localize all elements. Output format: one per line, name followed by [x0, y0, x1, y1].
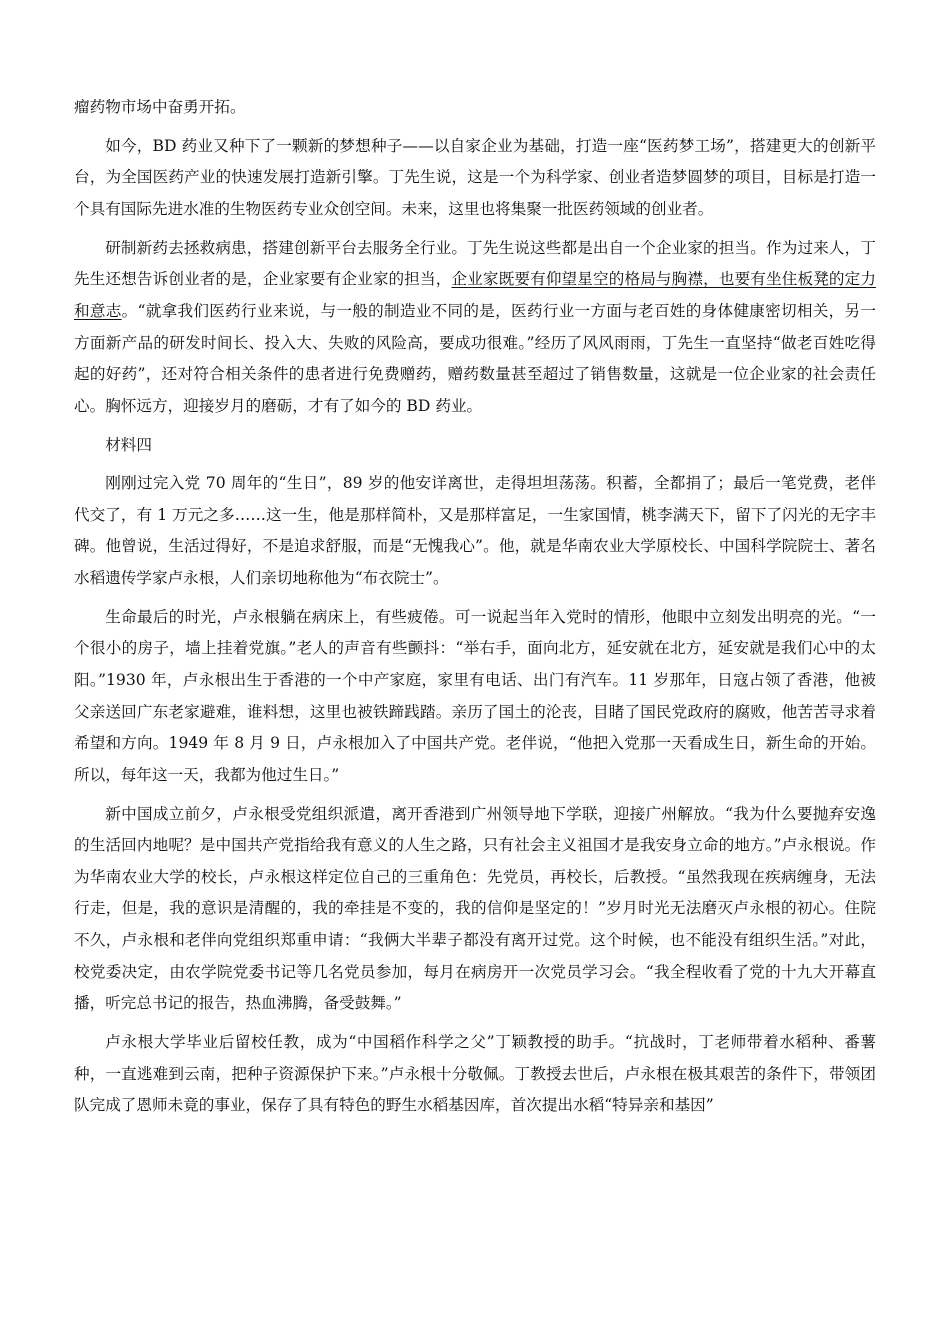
section-heading-material-4	[74, 430, 876, 462]
paragraph-text: 卢永根大学毕业后留校任教，成为“中国稻作科学之父”丁颖教授的助手。“抗战时，丁老师带着水稻种、番薯种，一直逃难到云南，把种子资源保护下来。”卢永根十分敬佩。丁教授去世后，卢永根在极其艰苦的条件下，带领团队完成了恩师未竟的事业，保存了具有特色的野生水稻基因库，首次提出水稻“特异亲和基因”	[74, 1032, 876, 1115]
paragraph-3	[74, 233, 876, 423]
paragraph-text: 生命最后的时光，卢永根躺在病床上，有些疲倦。可一说起当年入党时的情形，他眼中立刻发出明亮的光。“一个很小的房子，墙上挂着党旗。”老人的声音有些颤抖：“举右手，面向北方，延安就在北方，延安就是我们心中的太阳。”1930 年，卢永根出生于香港的一个中产家庭，家里有电话、出门有汽车。11 岁那年，日寇占领了香港，他被父亲送回广东老家避难，谁料想，这里也被铁蹄践踏。亲历了国土的沦丧，目睹了国民党政府的腐败，他苦苦寻求着希望和方向。1949 年 8 月 9 日，卢永根加入了中国共产党。老伴说，“他把入党那一天看成生日，新生命的开始。所以，每年这一天，我都为他过生日。”	[74, 607, 876, 784]
paragraph-text: 。“就拿我们医药行业来说，与一般的制造业不同的是，医药行业一方面与老百姓的身体健康密切相关，另一方面新产品的研发时间长、投入大、失败的风险高，要成功很难。”经历了风风雨雨，丁先生一直坚持“做老百姓吃得起的好药”，还对符合相关条件的患者进行免费赠药，赠药数量甚至超过了销售数量，这就是一位企业家的社会责任心。胸怀远方，迎接岁月的磨砺，才有了如今的 BD 药业。	[74, 301, 876, 415]
paragraph-5	[74, 468, 876, 594]
paragraph-text: 如今，BD 药业又种下了一颗新的梦想种子——以自家企业为基础，打造一座“医药梦工场”，搭建更大的创新平台，为全国医药产业的快速发展打造新引擎。丁先生说，这是一个为科学家、创业者造梦圆梦的项目，目标是打造一个具有国际先进水准的生物医药专业众创空间。未来，这里也将集聚一批医药领域的创业者。	[74, 136, 876, 218]
underlined-text: 企业家既要有仰望星空的格局与胸襟，也要有坐住板凳的定力和意志	[74, 270, 876, 320]
paragraph-8	[74, 1027, 876, 1122]
heading-text: 材料四	[105, 435, 152, 454]
paragraph-text: 瘤药物市场中奋勇开拓。	[74, 98, 246, 116]
paragraph-6	[74, 602, 876, 792]
paragraph-text: 刚刚过完入党 70 周年的“生日”，89 岁的他安详离世，走得坦坦荡荡。积蓄，全都捐了；最后一笔党费，老伴代交了，有 1 万元之多……这一生，他是那样简朴，又是那样富足，一生家国情，桃李满天下，留下了闪光的无字丰碑。他曾说，生活过得好，不是追求舒服，而是“无愧我心”。他，就是华南农业大学原校长、中国科学院院士、著名水稻遗传学家卢永根，人们亲切地称他为“布衣院士”。	[74, 474, 876, 588]
paragraph-text: 研制新药去拯救病患，搭建创新平台去服务全行业。丁先生说这些都是出自一个企业家的担当。作为过来人，丁先生还想告诉创业者的是，企业家要有企业家的担当，	[74, 238, 876, 289]
paragraph-7	[74, 799, 876, 1020]
paragraph-2	[74, 131, 876, 226]
paragraph-1	[74, 92, 876, 124]
paragraph-text: 新中国成立前夕，卢永根受党组织派遣，离开香港到广州领导地下学联，迎接广州解放。“我为什么要抛弃安逸的生活回内地呢？是中国共产党指给我有意义的人生之路，只有社会主义祖国才是我安身立命的地方。”卢永根说。作为华南农业大学的校长，卢永根这样定位自己的三重角色：先党员，再校长，后教授。“虽然我现在疾病缠身，无法行走，但是，我的意识是清醒的，我的牵挂是不变的，我的信仰是坚定的！”岁月时光无法磨灭卢永根的初心。住院不久，卢永根和老伴向党组织郑重申请：“我俩大半辈子都没有离开过党。这个时候，也不能没有组织生活。”对此，校党委决定，由农学院党委书记等几名党员参加，每月在病房开一次党员学习会。“我全程收看了党的十九大开幕直播，听完总书记的报告，热血沸腾，备受鼓舞。”	[74, 804, 876, 1013]
